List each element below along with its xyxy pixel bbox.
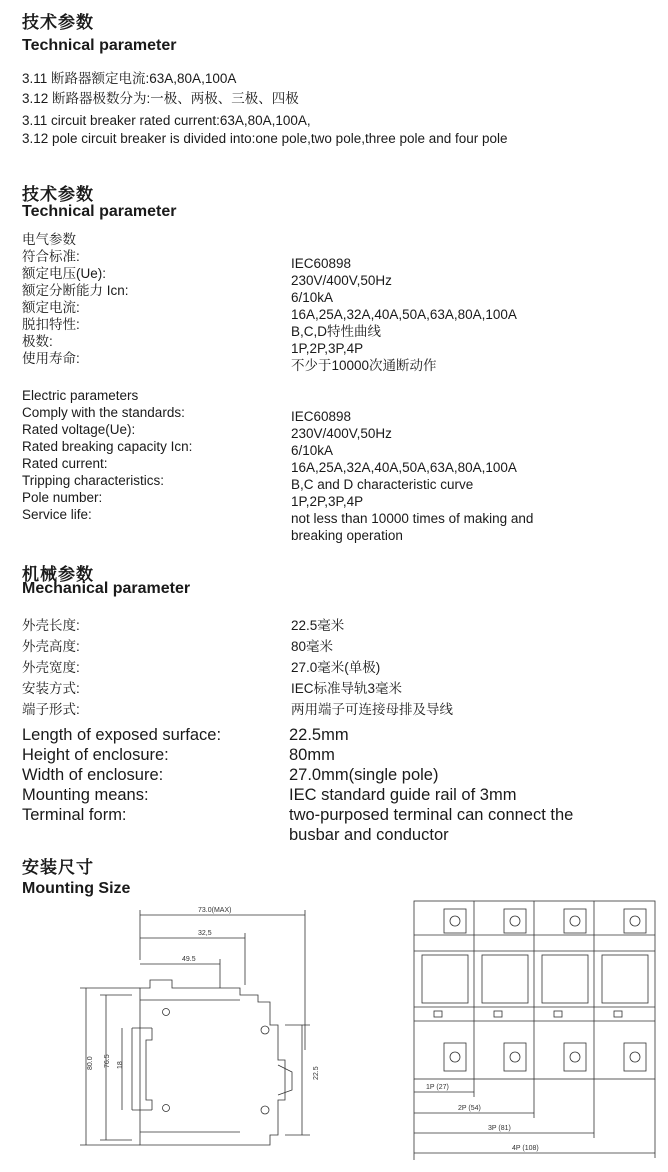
front-view-drawing <box>408 895 663 1165</box>
param-value: 80毫米 <box>291 639 334 654</box>
param-value: breaking operation <box>291 528 403 543</box>
electric-params-header-en: Electric parameters <box>22 388 139 403</box>
param-value: two-purposed terminal can connect the <box>289 806 574 824</box>
spec-line: 3.12 断路器极数分为:一极、两极、三极、四极 <box>22 91 299 106</box>
dim-4p: 4P (108) <box>512 1145 539 1152</box>
param-label: 极数: <box>22 334 53 349</box>
param-value: B,C and D characteristic curve <box>291 477 474 492</box>
param-value: 两用端子可连接母排及导线 <box>291 702 453 717</box>
mech-labels-en <box>22 725 221 825</box>
spec-line: 3.12 pole circuit breaker is divided into:one pole,two pole,three pole and four pole <box>22 131 508 146</box>
section2-title-en: Technical parameter <box>22 203 177 220</box>
param-value: 不少于10000次通断动作 <box>291 358 437 373</box>
param-label: Height of enclosure: <box>22 746 169 764</box>
dim-76-5: 76.5 <box>104 1054 111 1068</box>
param-value: 27.0mm(single pole) <box>289 766 439 784</box>
dim-73: 73.0(MAX) <box>198 907 232 914</box>
dim-2p: 2P (54) <box>458 1105 481 1112</box>
section2-title-cn: 技术参数 <box>22 185 94 204</box>
param-label: Rated current: <box>22 456 108 471</box>
param-label: Pole number: <box>22 490 103 505</box>
param-label: Tripping characteristics: <box>22 473 165 488</box>
mech-values-en <box>289 725 573 845</box>
param-value: 6/10kA <box>291 443 334 458</box>
param-value: IEC标准导轨3毫米 <box>291 681 403 696</box>
section1-title-en: Technical parameter <box>22 37 177 54</box>
param-value: 27.0毫米(单极) <box>291 660 381 675</box>
param-label: Rated voltage(Ue): <box>22 422 136 437</box>
param-label: Mounting means: <box>22 786 149 804</box>
param-label: 额定电流: <box>22 300 80 315</box>
electric-values-en <box>291 408 533 544</box>
spec-line: 3.11 断路器额定电流:63A,80A,100A <box>22 71 237 86</box>
param-value: B,C,D特性曲线 <box>291 324 382 339</box>
param-label: Width of enclosure: <box>22 766 164 784</box>
param-value: not less than 10000 times of making and <box>291 511 534 526</box>
param-label: Service life: <box>22 507 92 522</box>
param-value: 16A,25A,32A,40A,50A,63A,80A,100A <box>291 307 517 322</box>
dim-3p: 3P (81) <box>488 1125 511 1132</box>
param-value: 16A,25A,32A,40A,50A,63A,80A,100A <box>291 460 517 475</box>
dim-32-5: 32,5 <box>198 930 212 937</box>
param-label: Terminal form: <box>22 806 127 824</box>
mech-values-cn <box>291 615 453 720</box>
param-value: 1P,2P,3P,4P <box>291 341 364 356</box>
param-value: 1P,2P,3P,4P <box>291 494 364 509</box>
section4-title-en: Mounting Size <box>22 880 131 897</box>
param-value: busbar and conductor <box>289 826 449 844</box>
param-value: 6/10kA <box>291 290 334 305</box>
section4-title-cn: 安装尺寸 <box>22 858 94 877</box>
spec-line: 3.11 circuit breaker rated current:63A,80A,100A, <box>22 113 311 128</box>
electric-params-header-cn: 电气参数 <box>22 232 76 247</box>
section3-title-cn: 机械参数 <box>22 565 94 584</box>
param-value: 80mm <box>289 746 335 764</box>
param-label: 使用寿命: <box>22 351 80 366</box>
param-value: 22.5mm <box>289 726 349 744</box>
dim-80: 80.0 <box>87 1056 94 1070</box>
param-label: 外壳高度: <box>22 639 80 654</box>
side-view-drawing <box>70 900 330 1155</box>
param-label: Length of exposed surface: <box>22 726 222 744</box>
dim-49-5: 49.5 <box>182 956 196 963</box>
param-label: 外壳长度: <box>22 618 80 633</box>
section1-lines <box>22 70 508 148</box>
param-label: Rated breaking capacity Icn: <box>22 439 193 454</box>
param-label: Comply with the standards: <box>22 405 185 420</box>
section3-title-en: Mechanical parameter <box>22 580 191 597</box>
electric-labels-cn <box>22 248 129 367</box>
param-label: 额定分断能力 Icn: <box>22 283 129 298</box>
param-label: 安装方式: <box>22 681 80 696</box>
param-value: 230V/400V,50Hz <box>291 426 392 441</box>
param-value: IEC standard guide rail of 3mm <box>289 786 517 804</box>
param-label: 外壳宽度: <box>22 660 80 675</box>
param-label: 脱扣特性: <box>22 317 80 332</box>
param-value: 22.5毫米 <box>291 618 345 633</box>
param-label: 额定电压(Ue): <box>22 266 106 281</box>
param-value: IEC60898 <box>291 256 352 271</box>
section1-title-cn: 技术参数 <box>22 13 94 32</box>
param-value: IEC60898 <box>291 409 352 424</box>
param-value: 230V/400V,50Hz <box>291 273 392 288</box>
dim-18: 18 <box>117 1061 124 1069</box>
electric-labels-en <box>22 404 192 523</box>
dim-1p: 1P (27) <box>426 1084 449 1091</box>
param-label: 端子形式: <box>22 702 80 717</box>
dim-22-5: 22.5 <box>313 1066 320 1080</box>
mech-labels-cn <box>22 615 80 720</box>
param-label: 符合标准: <box>22 249 80 264</box>
electric-values-cn <box>291 255 517 374</box>
